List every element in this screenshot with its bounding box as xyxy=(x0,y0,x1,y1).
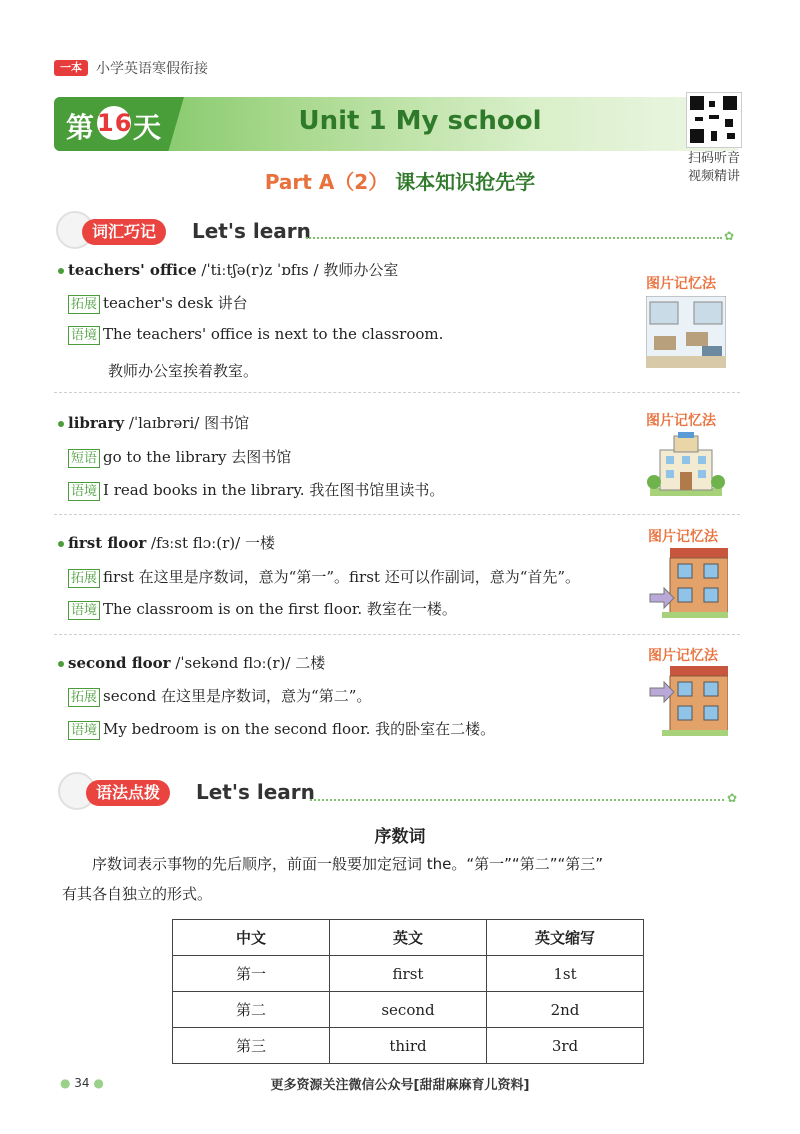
day-suffix: 天 xyxy=(133,111,163,144)
second-floor-building-illustration xyxy=(648,666,728,736)
entry-tag: 语境 xyxy=(68,721,100,740)
unit-title: Unit 1 My school xyxy=(298,106,542,136)
entry-line xyxy=(68,479,444,501)
table-cell: 第二 xyxy=(173,992,330,1028)
section-divider xyxy=(306,237,722,239)
entry-phonetic: /ˈsekənd flɔː(r)/ xyxy=(170,654,296,672)
qr-code-icon[interactable] xyxy=(686,92,742,148)
entry-word: library xyxy=(68,414,125,432)
part-subtitle: 课本知识抢先学 xyxy=(395,170,536,194)
entry-line xyxy=(68,325,443,345)
entry-tag: 短语 xyxy=(68,449,100,468)
first-floor-building-illustration xyxy=(648,548,728,618)
table-cell: first xyxy=(330,956,487,992)
grammar-title: 序数词 xyxy=(374,827,426,847)
bullet-icon xyxy=(58,541,64,547)
entry-phonetic: /fɜːst flɔː(r)/ xyxy=(146,534,245,552)
entry-meaning: 教师办公室 xyxy=(323,261,399,279)
footer-note: 更多资源关注微信公众号[甜甜麻麻育儿资料] xyxy=(270,1078,530,1093)
table-cell: second xyxy=(330,992,487,1028)
library-illustration xyxy=(646,432,726,496)
bullet-icon xyxy=(58,661,64,667)
entry-library xyxy=(68,412,249,433)
table-cell: third xyxy=(330,1028,487,1064)
entry-divider xyxy=(54,634,740,635)
grammar-paragraph xyxy=(62,849,762,909)
column-header: 中文 xyxy=(173,920,330,956)
entry-text: My bedroom is on the second floor. 我的卧室在二楼。 xyxy=(103,720,496,738)
entry-divider xyxy=(54,392,740,393)
bullet-icon xyxy=(58,268,64,274)
entry-word: first floor xyxy=(68,534,147,552)
entry-teachers-office xyxy=(68,259,398,280)
ordinal-table-wrap xyxy=(172,919,644,1064)
entry-tag: 语境 xyxy=(68,601,100,620)
entry-tag: 拓展 xyxy=(68,295,100,314)
office-illustration xyxy=(646,296,726,368)
table-cell: 第一 xyxy=(173,956,330,992)
part-title xyxy=(200,166,600,195)
entry-text: second 在这里是序数词，意为“第二”。 xyxy=(103,687,372,705)
column-header: 英文缩写 xyxy=(487,920,644,956)
entry-divider xyxy=(54,514,740,515)
page-number: ● 34 ● xyxy=(60,1076,104,1090)
entry-meaning: 图书馆 xyxy=(204,414,250,432)
picture-memory-label: 图片记忆法 xyxy=(648,648,718,664)
bullet-icon xyxy=(58,421,64,427)
series-title: 小学英语寒假衔接 xyxy=(96,61,208,77)
entry-phonetic: /ˈlaɪbrəri/ xyxy=(124,414,205,432)
table-row xyxy=(173,992,644,1028)
qr-caption-line2: 视频精讲 xyxy=(687,169,740,184)
entry-text: The classroom is on the first floor. 教室在一楼。 xyxy=(103,600,457,618)
entry-word: second floor xyxy=(68,654,171,672)
entry-text: The teachers' office is next to the classroom. xyxy=(103,325,444,343)
vocab-section-title: Let's learn xyxy=(192,219,311,243)
section-divider xyxy=(310,799,724,801)
table-header-row xyxy=(173,920,644,956)
ordinal-table xyxy=(172,919,644,1064)
entry-line xyxy=(68,718,495,740)
table-row xyxy=(173,956,644,992)
day-prefix: 第 xyxy=(66,111,96,144)
entry-text: 教师办公室挨着教室。 xyxy=(108,362,259,380)
entry-line xyxy=(108,360,258,381)
entry-line xyxy=(68,598,457,620)
table-cell: 2nd xyxy=(487,992,644,1028)
qr-caption xyxy=(672,150,756,186)
column-header: 英文 xyxy=(330,920,487,956)
entry-line xyxy=(68,685,371,707)
flower-icon: ✿ xyxy=(724,229,735,243)
entry-first-floor xyxy=(68,532,275,553)
table-row xyxy=(173,1028,644,1064)
part-label: Part A（2） xyxy=(264,170,389,194)
entry-line xyxy=(68,446,291,468)
table-cell: 3rd xyxy=(487,1028,644,1064)
entry-text: teacher's desk 讲台 xyxy=(103,294,248,312)
entry-tag: 语境 xyxy=(68,482,100,501)
day-label xyxy=(66,106,162,146)
table-cell: 1st xyxy=(487,956,644,992)
flower-icon: ✿ xyxy=(727,791,738,805)
entry-text: I read books in the library. 我在图书馆里读书。 xyxy=(103,481,445,499)
entry-text: first 在这里是序数词，意为“第一”。first 还可以作副词，意为“首先”。 xyxy=(103,568,581,586)
page-number-value: 34 xyxy=(74,1076,90,1090)
entry-meaning: 二楼 xyxy=(295,654,326,672)
picture-memory-label: 图片记忆法 xyxy=(648,529,718,545)
entry-second-floor xyxy=(68,652,325,673)
entry-line xyxy=(68,566,580,588)
qr-caption-line1: 扫码听音 xyxy=(687,151,740,166)
entry-tag: 拓展 xyxy=(68,688,100,707)
picture-memory-label: 图片记忆法 xyxy=(646,276,716,292)
entry-meaning: 一楼 xyxy=(244,534,275,552)
day-number: 16 xyxy=(97,106,131,140)
entry-line xyxy=(68,292,248,314)
brand-logo: 一本 xyxy=(54,60,88,76)
entry-word: teachers' office xyxy=(68,261,197,279)
entry-text: go to the library 去图书馆 xyxy=(103,448,292,466)
grammar-section-pill: 语法点拨 xyxy=(86,780,170,806)
grammar-paragraph-line2: 有其各自独立的形式。 xyxy=(62,885,213,903)
table-cell: 第三 xyxy=(173,1028,330,1064)
grammar-section-title: Let's learn xyxy=(196,780,315,804)
grammar-paragraph-line1: 序数词表示事物的先后顺序，前面一般要加定冠词 the。“第一”“第二”“第三” xyxy=(92,855,604,873)
entry-tag: 拓展 xyxy=(68,569,100,588)
entry-phonetic: /ˈtiːtʃə(r)z ˈɒfɪs / xyxy=(196,261,324,279)
picture-memory-label: 图片记忆法 xyxy=(646,413,716,429)
entry-tag: 语境 xyxy=(68,326,100,345)
vocab-section-pill: 词汇巧记 xyxy=(82,219,166,245)
